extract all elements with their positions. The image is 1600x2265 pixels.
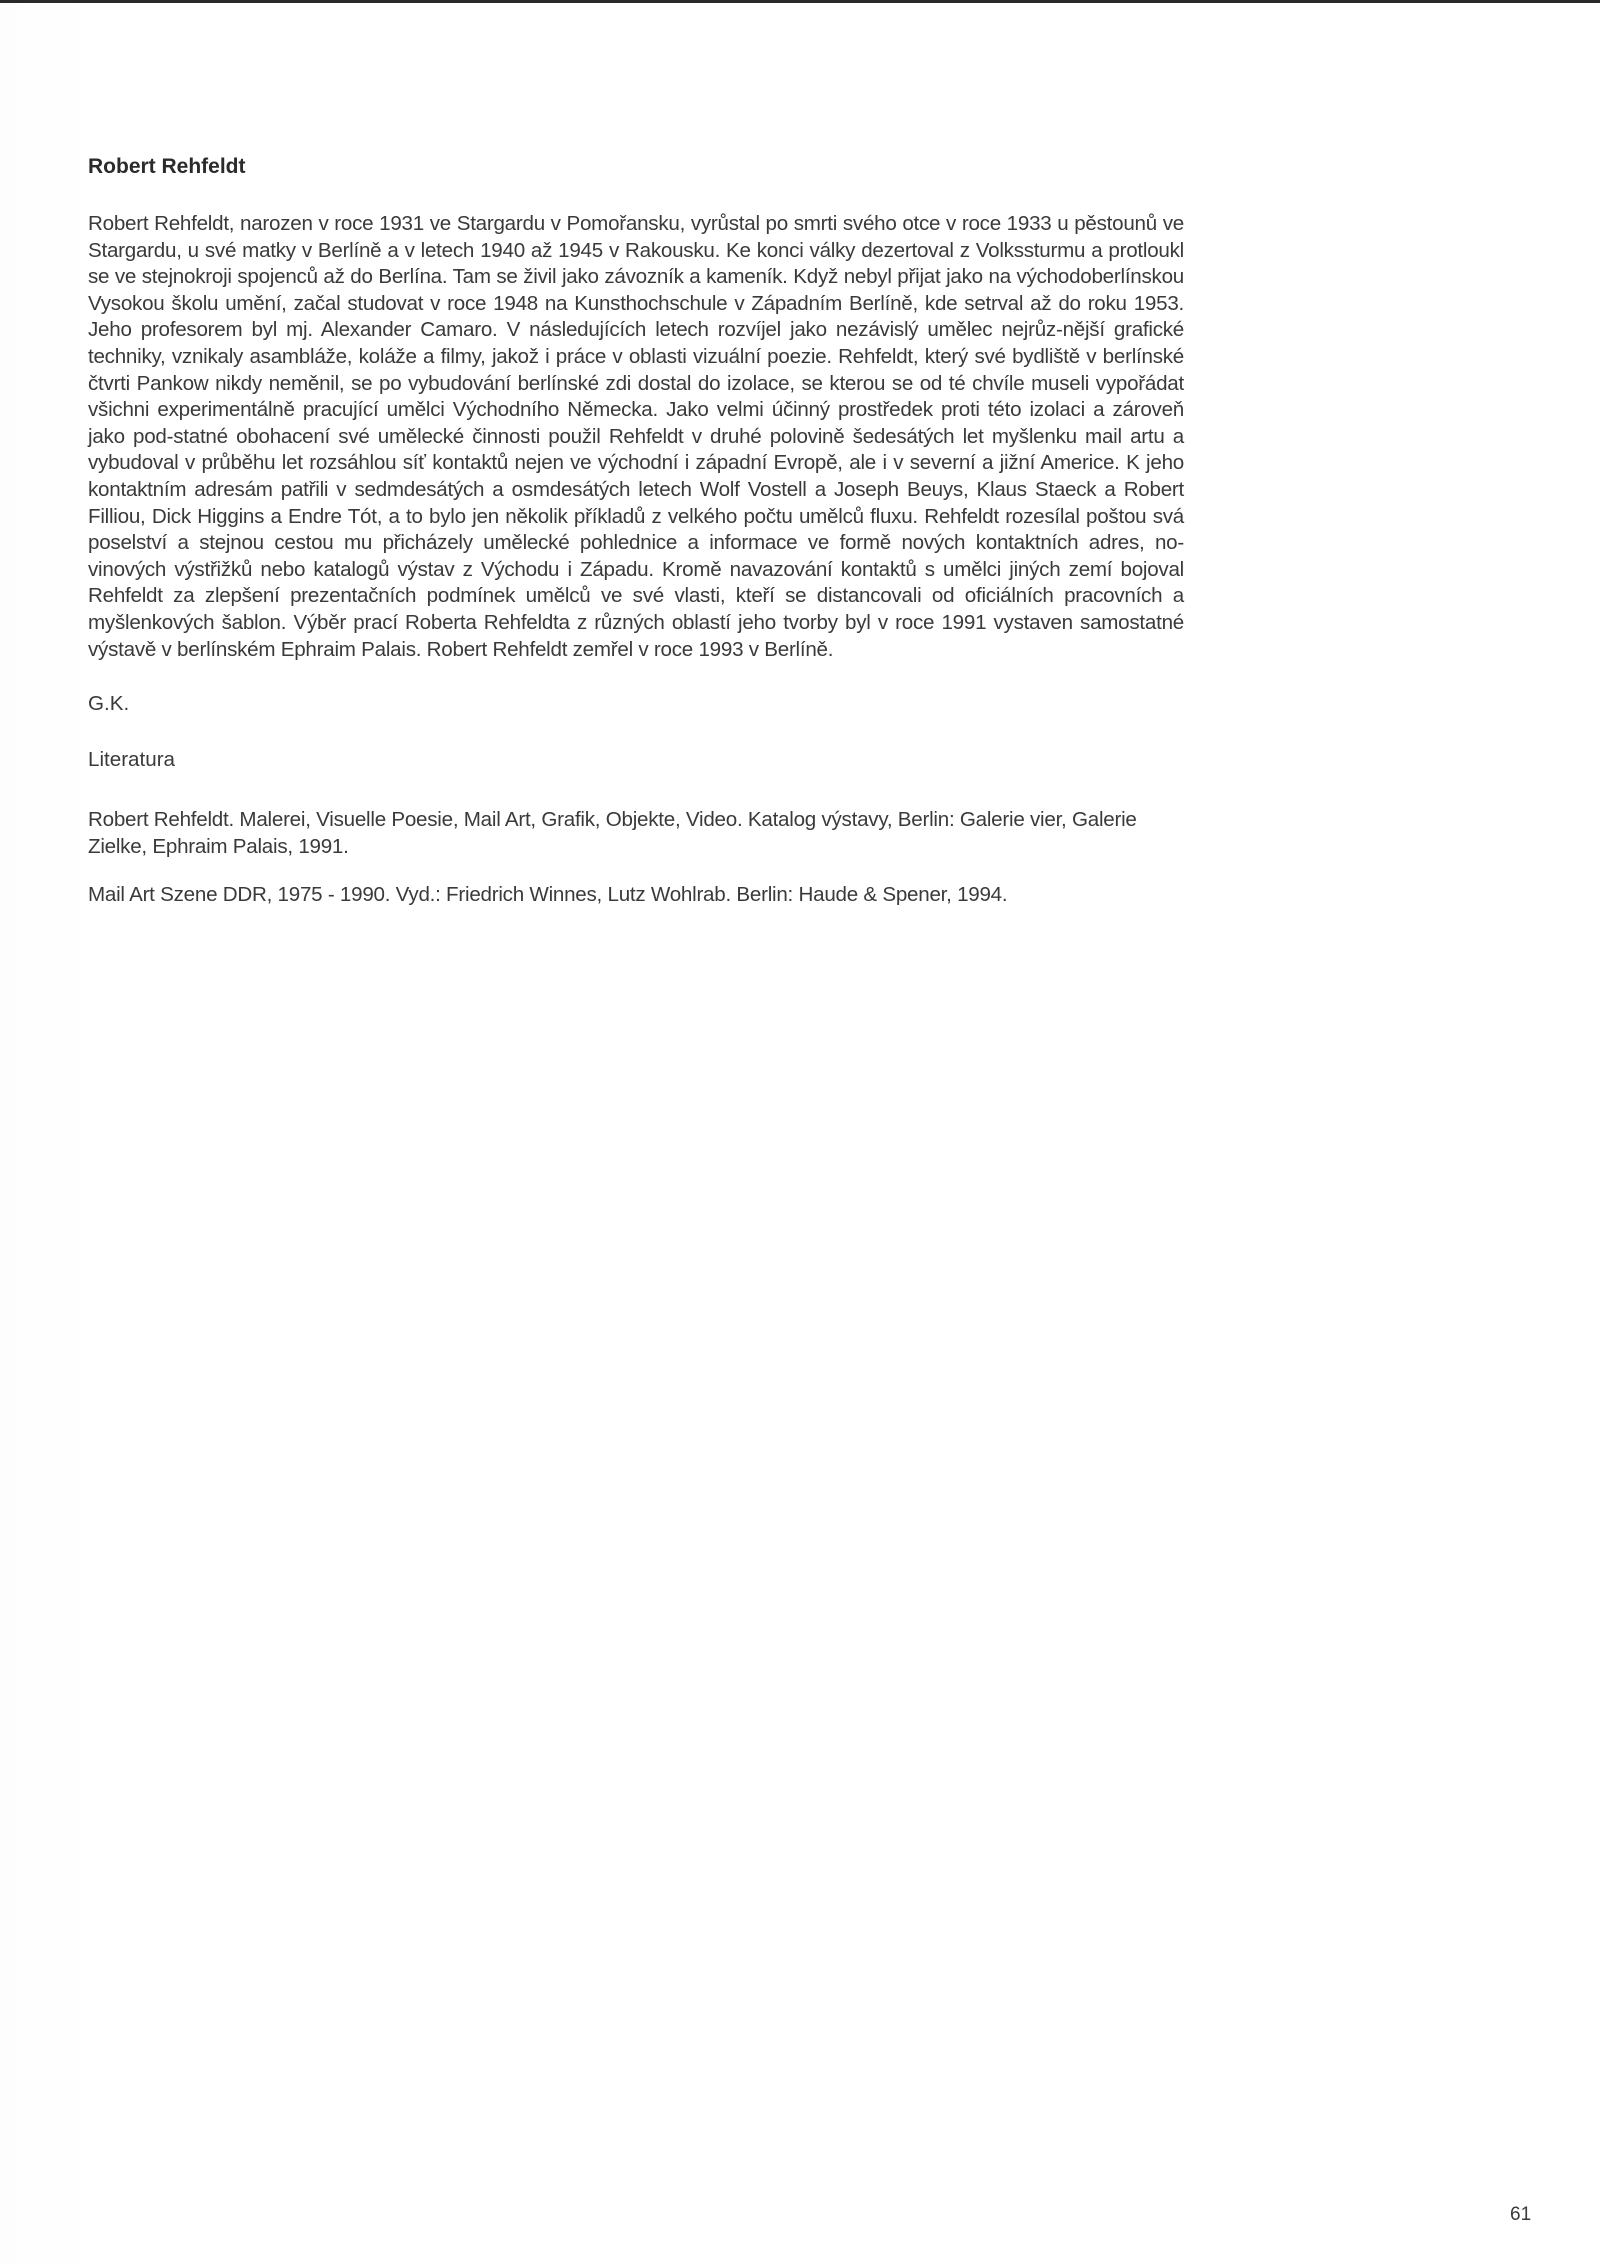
top-edge-rule	[0, 0, 1600, 3]
article	[88, 153, 1184, 931]
page-number: 61	[1510, 2204, 1532, 2225]
literature-heading: Literatura	[88, 748, 176, 772]
literature-entry: Robert Rehfeldt. Malerei, Visuelle Poesie, Mail Art, Grafik, Objekte, Video. Katalog výstavy, Berlin: Galerie vier, Galerie Zielke, Ephraim Palais, 1991.	[88, 808, 1137, 858]
literature-entry: Mail Art Szene DDR, 1975 - 1990. Vyd.: Friedrich Winnes, Lutz Wohlrab. Berlin: Haude & Spener, 1994.	[88, 883, 1008, 907]
author-initials: G.K.	[88, 692, 130, 716]
article-title: Robert Rehfeldt	[88, 155, 246, 178]
literature-list	[88, 807, 1184, 909]
article-body: Robert Rehfeldt, narozen v roce 1931 ve Stargardu v Pomořansku, vyrůstal po smrti svého otce v roce 1933 u pěstounů ve Stargardu, u své matky v Berlíně a v letech 1940 až 1945 v Rakousku. Ke konci války dezertoval z Volkssturmu a protloukl se ve stejnokroji spojenců až do Berlína. Tam se živil jako závozník a kameník. Když nebyl přijat jako na východoberlínskou Vysokou školu umění, začal studovat v roce 1948 na Kunsthochschule v Západním Berlíně, kde setrval až do roku 1953. Jeho profesorem byl mj. Alexander Camaro. V následujících letech rozvíjel jako nezávislý umělec nejrůz-nější grafické techniky, vznikaly asambláže, koláže a filmy, jakož i práce v oblasti vizuální poezie. Rehfeldt, který své bydliště v berlínské čtvrti Pankow nikdy neměnil, se po vybudování berlínské zdi dostal do izolace, se kterou se od té chvíle museli vypořádat všichni experimentálně pracující umělci Východního Německa. Jako velmi účinný prostředek proti této izolaci a zároveň jako pod-statné obohacení své umělecké činnosti použil Rehfeldt v druhé polovině šedesátých let myšlenku mail artu a vybudoval v průběhu let rozsáhlou síť kontaktů nejen ve východní i západní Evropě, ale i v severní a jižní Americe. K jeho kontaktním adresám patřili v sedmdesátých a osmdesátých letech Wolf Vostell a Joseph Beuys, Klaus Staeck a Robert Filliou, Dick Higgins a Endre Tót, a to bylo jen několik příkladů z velkého počtu umělců fluxu. Rehfeldt rozesílal poštou svá poselství a stejnou cestou mu přicházely umělecké pohlednice a informace ve formě nových kontaktních adres, no-vinových výstřižků nebo katalogů výstav z Východu i Západu. Kromě navazování kontaktů s umělci jiných zemí bojoval Rehfeldt za zlepšení prezentačních podmínek umělců ve své vlasti, kteří se distancovali od oficiálních pracovních a myšlenkových šablon. Výběr prací Roberta Rehfeldta z různých oblastí jeho tvorby byl v roce 1991 vystaven samostatné výstavě v berlínském Ephraim Palais. Robert Rehfeldt zemřel v roce 1993 v Berlíně.	[88, 212, 1184, 661]
